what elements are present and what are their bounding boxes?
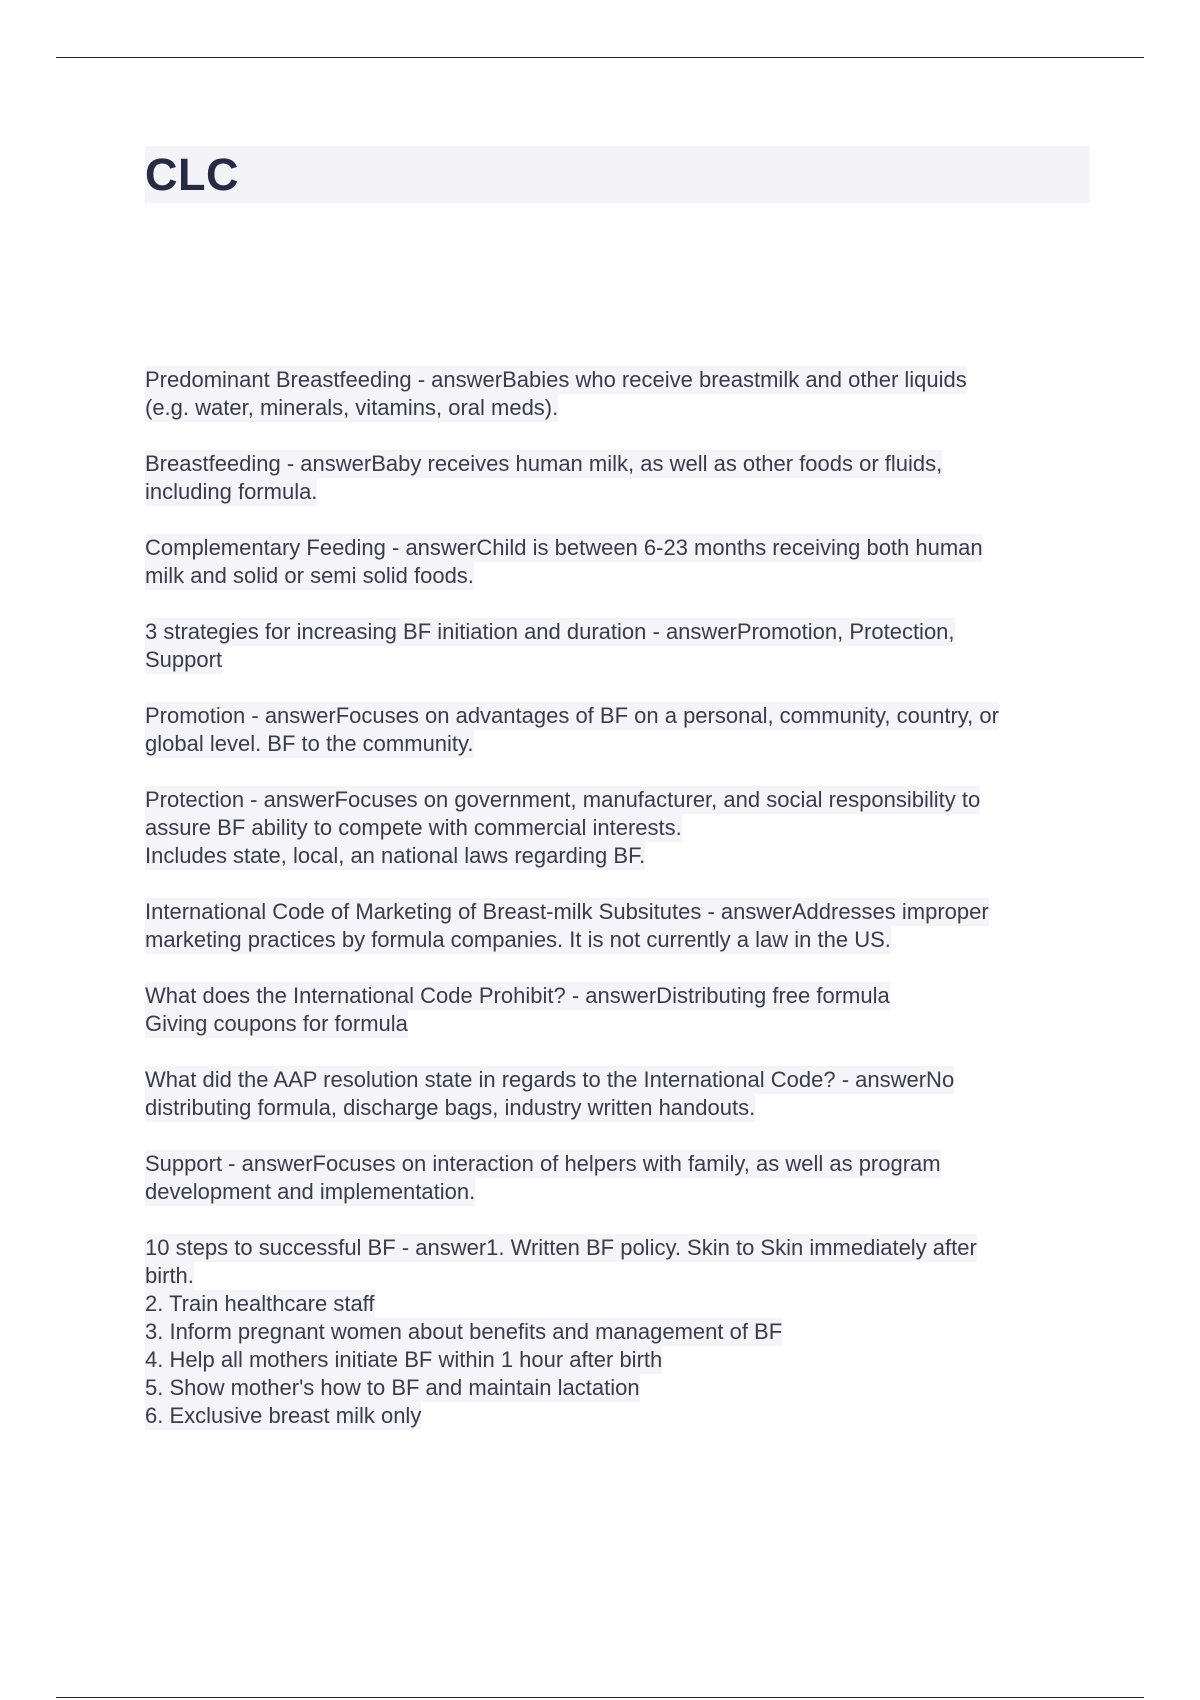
entry-text-line: 3 strategies for increasing BF initiation and duration - answerPromotion, Protection, bbox=[145, 619, 955, 644]
flashcard-entry bbox=[145, 450, 1090, 506]
entry-text-line: What did the AAP resolution state in regards to the International Code? - answerNo bbox=[145, 1067, 955, 1092]
entry-text-line: birth. bbox=[145, 1263, 194, 1288]
flashcard-list bbox=[145, 366, 1090, 1458]
flashcard-entry bbox=[145, 1066, 1090, 1122]
bottom-rule bbox=[56, 1697, 1144, 1698]
top-rule bbox=[56, 57, 1144, 58]
entry-text-line: 6. Exclusive breast milk only bbox=[145, 1403, 422, 1428]
flashcard-entry bbox=[145, 1234, 1090, 1430]
flashcard-entry bbox=[145, 982, 1090, 1038]
entry-text-line: 5. Show mother's how to BF and maintain lactation bbox=[145, 1375, 640, 1400]
entry-text-line: marketing practices by formula companies. It is not currently a law in the US. bbox=[145, 927, 891, 952]
entry-text-line: development and implementation. bbox=[145, 1179, 476, 1204]
entry-text-line: 4. Help all mothers initiate BF within 1 hour after birth bbox=[145, 1347, 663, 1372]
entry-text-line: Predominant Breastfeeding - answerBabies who receive breastmilk and other liquids bbox=[145, 367, 967, 392]
flashcard-entry bbox=[145, 898, 1090, 954]
entry-text-line: (e.g. water, minerals, vitamins, oral meds). bbox=[145, 395, 559, 420]
entry-text-line: What does the International Code Prohibit? - answerDistributing free formula bbox=[145, 983, 890, 1008]
entry-text-line: Promotion - answerFocuses on advantages of BF on a personal, community, country, or bbox=[145, 703, 999, 728]
flashcard-entry bbox=[145, 702, 1090, 758]
entry-text-line: 3. Inform pregnant women about benefits and management of BF bbox=[145, 1319, 783, 1344]
entry-text-line: distributing formula, discharge bags, industry written handouts. bbox=[145, 1095, 756, 1120]
entry-text-line: Complementary Feeding - answerChild is between 6-23 months receiving both human bbox=[145, 535, 983, 560]
entry-text-line: Support - answerFocuses on interaction of helpers with family, as well as program bbox=[145, 1151, 941, 1176]
page-title: CLC bbox=[145, 148, 239, 200]
entry-text-line: milk and solid or semi solid foods. bbox=[145, 563, 474, 588]
title-band bbox=[145, 146, 1090, 203]
entry-text-line: Breastfeeding - answerBaby receives human milk, as well as other foods or fluids, bbox=[145, 451, 943, 476]
entry-text-line: 10 steps to successful BF - answer1. Written BF policy. Skin to Skin immediately after bbox=[145, 1235, 977, 1260]
flashcard-entry bbox=[145, 1150, 1090, 1206]
flashcard-entry bbox=[145, 618, 1090, 674]
entry-text-line: global level. BF to the community. bbox=[145, 731, 474, 756]
flashcard-entry bbox=[145, 534, 1090, 590]
entry-text-line: Protection - answerFocuses on government, manufacturer, and social responsibility to bbox=[145, 787, 981, 812]
entry-text-line: Includes state, local, an national laws regarding BF. bbox=[145, 843, 646, 868]
entry-text-line: assure BF ability to compete with commercial interests. bbox=[145, 815, 682, 840]
entry-text-line: Support bbox=[145, 647, 223, 672]
entry-text-line: including formula. bbox=[145, 479, 318, 504]
entry-text-line: Giving coupons for formula bbox=[145, 1011, 408, 1036]
flashcard-entry bbox=[145, 786, 1090, 870]
entry-text-line: International Code of Marketing of Breast-milk Subsitutes - answerAddresses improper bbox=[145, 899, 989, 924]
flashcard-entry bbox=[145, 366, 1090, 422]
entry-text-line: 2. Train healthcare staff bbox=[145, 1291, 375, 1316]
